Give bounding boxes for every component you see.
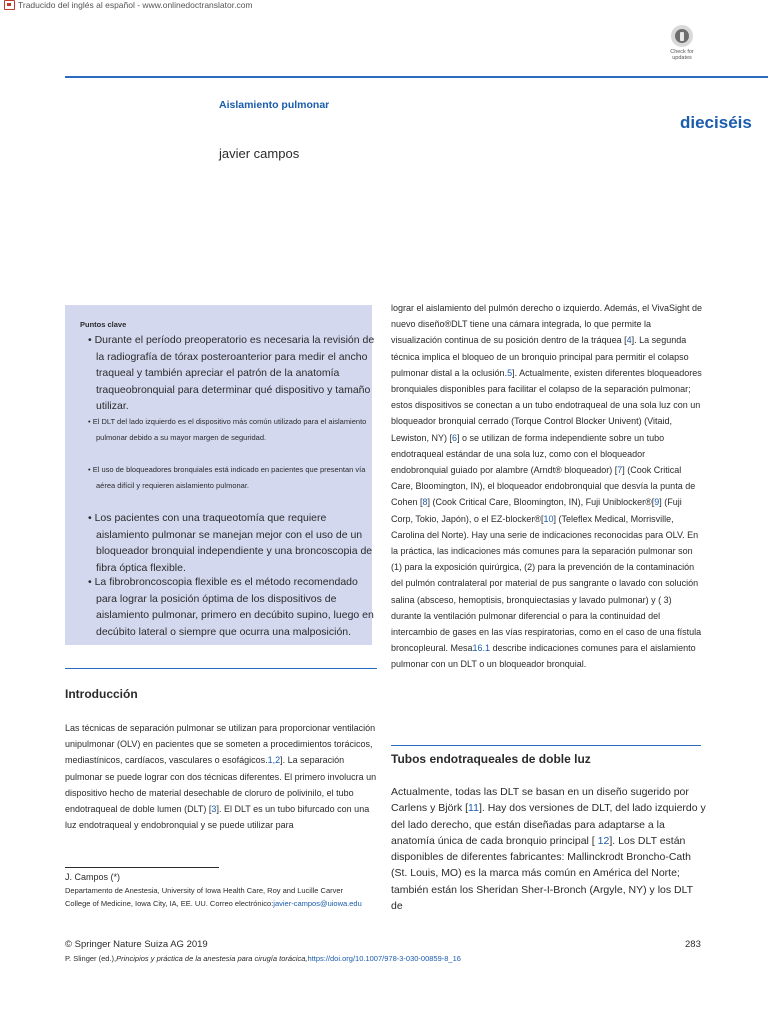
ref-link[interactable]: 1,2 bbox=[267, 755, 281, 766]
tubos-heading: Tubos endotraqueales de doble luz bbox=[391, 752, 591, 766]
footnote-rule bbox=[65, 867, 219, 868]
check-for-updates-badge[interactable] bbox=[663, 25, 701, 65]
ref-link[interactable]: 4 bbox=[626, 335, 632, 346]
ref-link[interactable]: 10 bbox=[543, 513, 554, 524]
footnote-author: J. Campos (*) bbox=[65, 872, 121, 882]
badge-label bbox=[663, 49, 701, 61]
ref-link[interactable]: 7 bbox=[617, 465, 623, 476]
check-updates-icon bbox=[671, 25, 693, 47]
intro-heading: Introducción bbox=[65, 687, 138, 701]
section-title: Aislamiento pulmonar bbox=[219, 99, 330, 111]
intro-rule bbox=[65, 668, 377, 669]
key-point-1: • Durante el período preoperatorio es necesaria la revisión de la radiografía de tórax posteroanterior para medir el ancho traqueal y también apreciar el patrón de la anatomía traqueobronquial para determinar qué dispositivo y tamaño utilizar. bbox=[88, 334, 375, 412]
ref-link[interactable]: 12 bbox=[597, 834, 610, 847]
badge-line1: Check for bbox=[670, 49, 694, 55]
footnote-affiliation: Departamento de Anestesia, University of Iowa Health Care, Roy and Lucille Carver College of Medicine, Iowa City, IA, EE. UU. Correo electrónico:javier-campos@uiowa.edu bbox=[65, 886, 362, 908]
tubos-rule bbox=[391, 745, 701, 746]
tubos-paragraph: Actualmente, todas las DLT se basan en un diseño sugerido por Carlens y Björk [11]. Hay dos versiones de DLT, del lado izquierdo y del lado derecho, que están diseñadas para adaptarse a la anatomía única de cada bronquio principal [ 12]. Los DLT están disponibles de diferentes fabricantes: Mallinckrodt Broncho-Cath (St. Louis, MO) es la marca más común en América del Norte; también están los Sheridan Sher-I-Bronch (Argyle, NY) y los DLT de bbox=[391, 786, 706, 913]
ref-link[interactable]: 5 bbox=[507, 367, 513, 378]
header-rule bbox=[65, 76, 768, 78]
key-point-5: • La fibrobroncoscopia flexible es el método recomendado para lograr la posición óptima de los dispositivos de aislamiento pulmonar, primero en decúbito supino, luego en decúbito lateral o siempre que ocurra una malposición. bbox=[88, 576, 374, 638]
badge-line2: updates bbox=[672, 55, 692, 61]
ref-link[interactable]: 8 bbox=[422, 497, 428, 508]
right-column-paragraph: lograr el aislamiento del pulmón derecho o izquierdo. Además, el VivaSight de nuevo diseño®DLT tiene una cámara integrada, lo que permite la visualización continua de su posición dentro de la tráquea [4]. La segunda técnica implica el bloqueo de un bronquio principal para permitir el colapso pulmonar distal a la oclusión.5]. Actualmente, existen diferentes bloqueadores bronquiales disponibles para facilitar el colapso de la separación pulmonar; estos dispositivos se conectan a un tubo endotraqueal de una sola luz con un bloqueador bronquial cerrado (Torque Control Blocker Univent) (Vitaid, Lewiston, NY) [6] o se utilizan de forma independiente sobre un tubo endotraqueal estándar de una sola luz, como con el bloqueador endobronquial guiado por alambre (Arndt® bloqueador) [7] (Cook Critical Care, Bloomington, IN), el bloqueador endobronquial que desvía la punta de Cohen [8] (Cook Critical Care, Bloomington, IN), Fuji Uniblocker®[9] (Fuji Corp, Tokio, Japón), o el EZ-blocker®[10] (Teleflex Medical, Morrisville, Carolina del Norte). Hay una serie de indicaciones reconocidas para OLV. En la práctica, las indicaciones más comunes para la separación pulmonar son (1) para la exposición quirúrgica, (2) para la prevención de la contaminación del pulmón contralateral por material de pus sangrante o lavado con solución salina (absceso, hemoptisis, bronquiectasias y lavado pulmonar) y ( 3) durante la ventilación pulmonar diferencial o para la continuidad del intercambio de gases en las vías respiratorias, como en el caso de una fístula broncopleural. Mesa16.1 describe indicaciones comunes para el aislamiento pulmonar con un DLT o un bloqueador bronquial. bbox=[391, 303, 703, 670]
table-link[interactable]: 16.1 bbox=[472, 643, 491, 654]
email-link[interactable]: javier-campos@uiowa.edu bbox=[273, 898, 362, 908]
key-point-3: • El uso de bloqueadores bronquiales está indicado en pacientes que presentan vía aérea difícil y requieren aislamiento pulmonar. bbox=[88, 465, 366, 490]
chapter-number: dieciséis bbox=[680, 113, 752, 132]
ref-link[interactable]: 6 bbox=[452, 432, 458, 443]
chapter-author: javier campos bbox=[219, 146, 300, 161]
intro-paragraph: Las técnicas de separación pulmonar se utilizan para proporcionar ventilación unipulmonar (OLV) en pacientes que se someten a procedimientos torácicos, mediastínicos, cardíacos, vasculares o esofágicos.1,2]. La separación pulmonar se puede lograr con dos técnicas diferentes. El primero involucra un dispositivo hecho de material desechable de cloruro de polivinilo, el tubo endotraqueal de doble lumen (DLT) [3]. El DLT es un tubo bifurcado con una luz endotraqueal y endobronquial y se puede utilizar para bbox=[65, 723, 377, 831]
ref-link[interactable]: 3 bbox=[211, 804, 217, 815]
translator-link[interactable]: Traducido del inglés al español - www.onlinedoctranslator.com bbox=[18, 0, 253, 10]
ref-link[interactable]: 11 bbox=[468, 802, 479, 815]
copyright: © Springer Nature Suiza AG 2019 bbox=[65, 939, 208, 950]
key-point-4: • Los pacientes con una traqueotomía que requiere aislamiento pulmonar se manejan mejor con el uso de un bloqueador bronquial independiente y una broncoscopia de fibra óptica flexible. bbox=[88, 512, 373, 574]
key-points-title: Puntos clave bbox=[80, 320, 127, 329]
translate-icon bbox=[4, 0, 15, 10]
key-point-2: • El DLT del lado izquierdo es el dispositivo más común utilizado para el aislamiento pulmonar debido a su mayor margen de seguridad. bbox=[88, 417, 367, 442]
doi-link[interactable]: https://doi.org/10.1007/978-3-030-00859-8_16 bbox=[307, 954, 461, 963]
translator-bar[interactable] bbox=[4, 0, 253, 10]
citation: P. Slinger (ed.),Principios y práctica de la anestesia para cirugía torácica,https://doi.org/10.1007/978-3-030-00859-8_16 bbox=[65, 954, 461, 963]
ref-link[interactable]: 9 bbox=[654, 497, 660, 508]
page-number: 283 bbox=[685, 939, 701, 950]
